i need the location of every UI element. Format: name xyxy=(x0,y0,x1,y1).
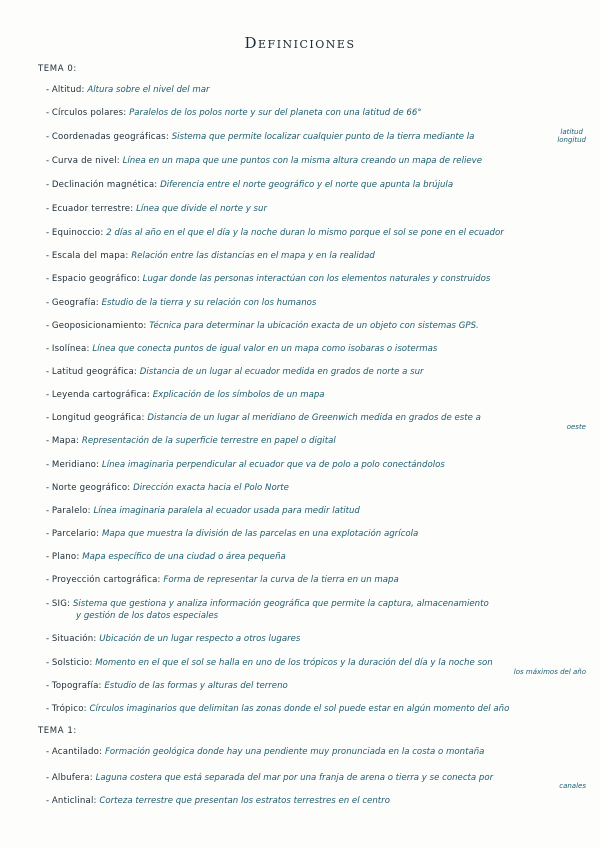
line-continuation: los máximos del año xyxy=(513,668,586,676)
list-item: - Paralelo: Línea imaginaria paralela al ecuador usada para medir latitud xyxy=(46,506,360,516)
list-item: - Proyección cartográfica: Forma de representar la curva de la tierra en un mapa xyxy=(46,575,399,585)
term: Declinación magnética: xyxy=(51,180,158,190)
definition: Estudio de las formas y alturas del terreno xyxy=(104,681,288,691)
page-title: Definiciones xyxy=(244,34,356,52)
term: SIG: xyxy=(51,599,71,609)
term: Albufera: xyxy=(51,773,93,783)
definition: 2 días al año en el que el día y la noche duran lo mismo porque el sol se pone en el ecuador xyxy=(106,228,504,238)
definition: Ubicación de un lugar respecto a otros lugares xyxy=(99,634,301,644)
list-item: - Geoposicionamiento: Técnica para determinar la ubicación exacta de un objeto con sistemas GPS. xyxy=(46,321,479,331)
term: Escala del mapa: xyxy=(51,251,129,261)
definition: Corteza terrestre que presentan los estratos terrestres en el centro xyxy=(99,796,390,806)
term: Norte geográfico: xyxy=(51,483,131,493)
term: Parcelario: xyxy=(51,529,100,539)
term: Meridiano: xyxy=(51,460,100,470)
term: Latitud geográfica: xyxy=(51,367,138,377)
note-longitud: longitud xyxy=(557,136,586,144)
term: Acantilado: xyxy=(51,747,103,757)
term: Curva de nivel: xyxy=(51,156,120,166)
line-continuation: canales xyxy=(559,782,586,790)
term: Espacio geográfico: xyxy=(51,274,140,284)
term: Topografía: xyxy=(51,681,102,691)
definition: Distancia de un lugar al meridiano de Greenwich medida en grados de este a xyxy=(147,413,481,423)
term: Ecuador terrestre: xyxy=(51,204,134,214)
term: Geoposicionamiento: xyxy=(51,321,147,331)
list-item: - Meridiano: Línea imaginaria perpendicular al ecuador que va de polo a polo conectándolos xyxy=(46,460,445,470)
definition: Estudio de la tierra y su relación con los humanos xyxy=(101,298,317,308)
term: Geografía: xyxy=(51,298,99,308)
definition: Distancia de un lugar al ecuador medida en grados de norte a sur xyxy=(139,367,424,377)
list-item: - Acantilado: Formación geológica donde hay una pendiente muy pronunciada en la costa o montaña xyxy=(46,747,485,757)
margin-note xyxy=(557,128,586,144)
term: Proyección cartográfica: xyxy=(51,575,161,585)
term: Solsticio: xyxy=(51,658,93,668)
list-item: - Coordenadas geográficas: Sistema que permite localizar cualquier punto de la tierra mediante la xyxy=(46,132,475,142)
term: Coordenadas geográficas: xyxy=(51,132,169,142)
note-latitud: latitud xyxy=(560,128,583,136)
list-item: - Equinoccio: 2 días al año en el que el día y la noche duran lo mismo porque el sol se pone en el ecuador xyxy=(46,228,504,238)
definition: Línea en un mapa que une puntos con la misma altura creando un mapa de relieve xyxy=(122,156,483,166)
definition: Laguna costera que está separada del mar por una franja de arena o tierra y se conecta por xyxy=(95,773,494,783)
term: Situación: xyxy=(51,634,97,644)
definition: Explicación de los símbolos de un mapa xyxy=(152,390,325,400)
list-item: - Norte geográfico: Dirección exacta hacia el Polo Norte xyxy=(46,483,289,493)
definition: Lugar donde las personas interactúan con los elementos naturales y construidos xyxy=(142,274,491,284)
definition: Dirección exacta hacia el Polo Norte xyxy=(133,483,289,493)
term: Mapa: xyxy=(51,436,80,446)
list-item: - Albufera: Laguna costera que está separada del mar por una franja de arena o tierra y se conecta por xyxy=(46,773,494,783)
list-item: - Topografía: Estudio de las formas y alturas del terreno xyxy=(46,681,288,691)
list-item: - SIG: Sistema que gestiona y analiza información geográfica que permite la captura, almacenamiento y gestión de los datos especiales xyxy=(46,598,586,622)
list-item: - Leyenda cartográfica: Explicación de los símbolos de un mapa xyxy=(46,390,325,400)
list-item: - Anticlinal: Corteza terrestre que presentan los estratos terrestres en el centro xyxy=(46,796,390,806)
term: Longitud geográfica: xyxy=(51,413,145,423)
term: Plano: xyxy=(51,552,80,562)
section-heading: TEMA 0: xyxy=(38,64,77,74)
list-item: - Longitud geográfica: Distancia de un lugar al meridiano de Greenwich medida en grados de este a xyxy=(46,413,481,423)
definition: Diferencia entre el norte geográfico y el norte que apunta la brújula xyxy=(160,180,454,190)
term: Círculos polares: xyxy=(51,108,127,118)
definition: Técnica para determinar la ubicación exacta de un objeto con sistemas GPS. xyxy=(149,321,479,331)
list-item: - Espacio geográfico: Lugar donde las personas interactúan con los elementos naturales y construidos xyxy=(46,274,491,284)
term: Equinoccio: xyxy=(51,228,104,238)
list-item: - Trópico: Círculos imaginarios que delimitan las zonas donde el sol puede estar en algún momento del año xyxy=(46,704,510,714)
list-item: - Altitud: Altura sobre el nivel del mar xyxy=(46,85,210,95)
definition: Representación de la superficie terrestre en papel o digital xyxy=(81,436,336,446)
list-item: - Geografía: Estudio de la tierra y su relación con los humanos xyxy=(46,298,317,308)
definition: Línea que divide el norte y sur xyxy=(136,204,268,214)
list-item: - Solsticio: Momento en el que el sol se halla en uno de los trópicos y la duración del día y la noche son xyxy=(46,658,493,668)
definition: Línea imaginaria perpendicular al ecuador que va de polo a polo conectándolos xyxy=(101,460,445,470)
term: Paralelo: xyxy=(51,506,91,516)
definition: Mapa específico de una ciudad o área pequeña xyxy=(82,552,286,562)
definition: Sistema que gestiona y analiza información geográfica que permite la captura, almacenamiento xyxy=(72,599,489,609)
list-item: - Parcelario: Mapa que muestra la división de las parcelas en una explotación agrícola xyxy=(46,529,419,539)
term: Trópico: xyxy=(51,704,87,714)
definition-continuation: y gestión de los datos especiales xyxy=(76,611,219,621)
definition: Relación entre las distancias en el mapa y en la realidad xyxy=(131,251,375,261)
definition: Mapa que muestra la división de las parcelas en una explotación agrícola xyxy=(101,529,419,539)
list-item: - Escala del mapa: Relación entre las distancias en el mapa y en la realidad xyxy=(46,251,375,261)
list-item: - Latitud geográfica: Distancia de un lugar al ecuador medida en grados de norte a sur xyxy=(46,367,424,377)
list-item: - Ecuador terrestre: Línea que divide el norte y sur xyxy=(46,204,268,214)
definition: Paralelos de los polos norte y sur del planeta con una latitud de 66° xyxy=(129,108,422,118)
term: Anticlinal: xyxy=(51,796,97,806)
definition: Círculos imaginarios que delimitan las zonas donde el sol puede estar en algún momento del año xyxy=(89,704,510,714)
term: Isolínea: xyxy=(51,344,90,354)
term: Leyenda cartográfica: xyxy=(51,390,150,400)
section-heading: TEMA 1: xyxy=(38,726,77,736)
definition: Línea que conecta puntos de igual valor en un mapa como isobaras o isotermas xyxy=(92,344,438,354)
line-continuation: oeste xyxy=(566,423,586,431)
definition: Formación geológica donde hay una pendiente muy pronunciada en la costa o montaña xyxy=(104,747,485,757)
list-item: - Plano: Mapa específico de una ciudad o área pequeña xyxy=(46,552,286,562)
list-item: - Mapa: Representación de la superficie terrestre en papel o digital xyxy=(46,436,336,446)
list-item: - Isolínea: Línea que conecta puntos de igual valor en un mapa como isobaras o isotermas xyxy=(46,344,438,354)
definition: Sistema que permite localizar cualquier punto de la tierra mediante la xyxy=(171,132,475,142)
list-item: - Declinación magnética: Diferencia entre el norte geográfico y el norte que apunta la brújula xyxy=(46,180,454,190)
term: Altitud: xyxy=(51,85,85,95)
list-item: - Situación: Ubicación de un lugar respecto a otros lugares xyxy=(46,634,301,644)
definition: Línea imaginaria paralela al ecuador usada para medir latitud xyxy=(93,506,360,516)
definition: Momento en el que el sol se halla en uno de los trópicos y la duración del día y la noche son xyxy=(95,658,493,668)
definition: Altura sobre el nivel del mar xyxy=(87,85,210,95)
definition: Forma de representar la curva de la tierra en un mapa xyxy=(163,575,399,585)
list-item: - Círculos polares: Paralelos de los polos norte y sur del planeta con una latitud de 66° xyxy=(46,108,422,118)
list-item: - Curva de nivel: Línea en un mapa que une puntos con la misma altura creando un mapa de relieve xyxy=(46,156,483,166)
